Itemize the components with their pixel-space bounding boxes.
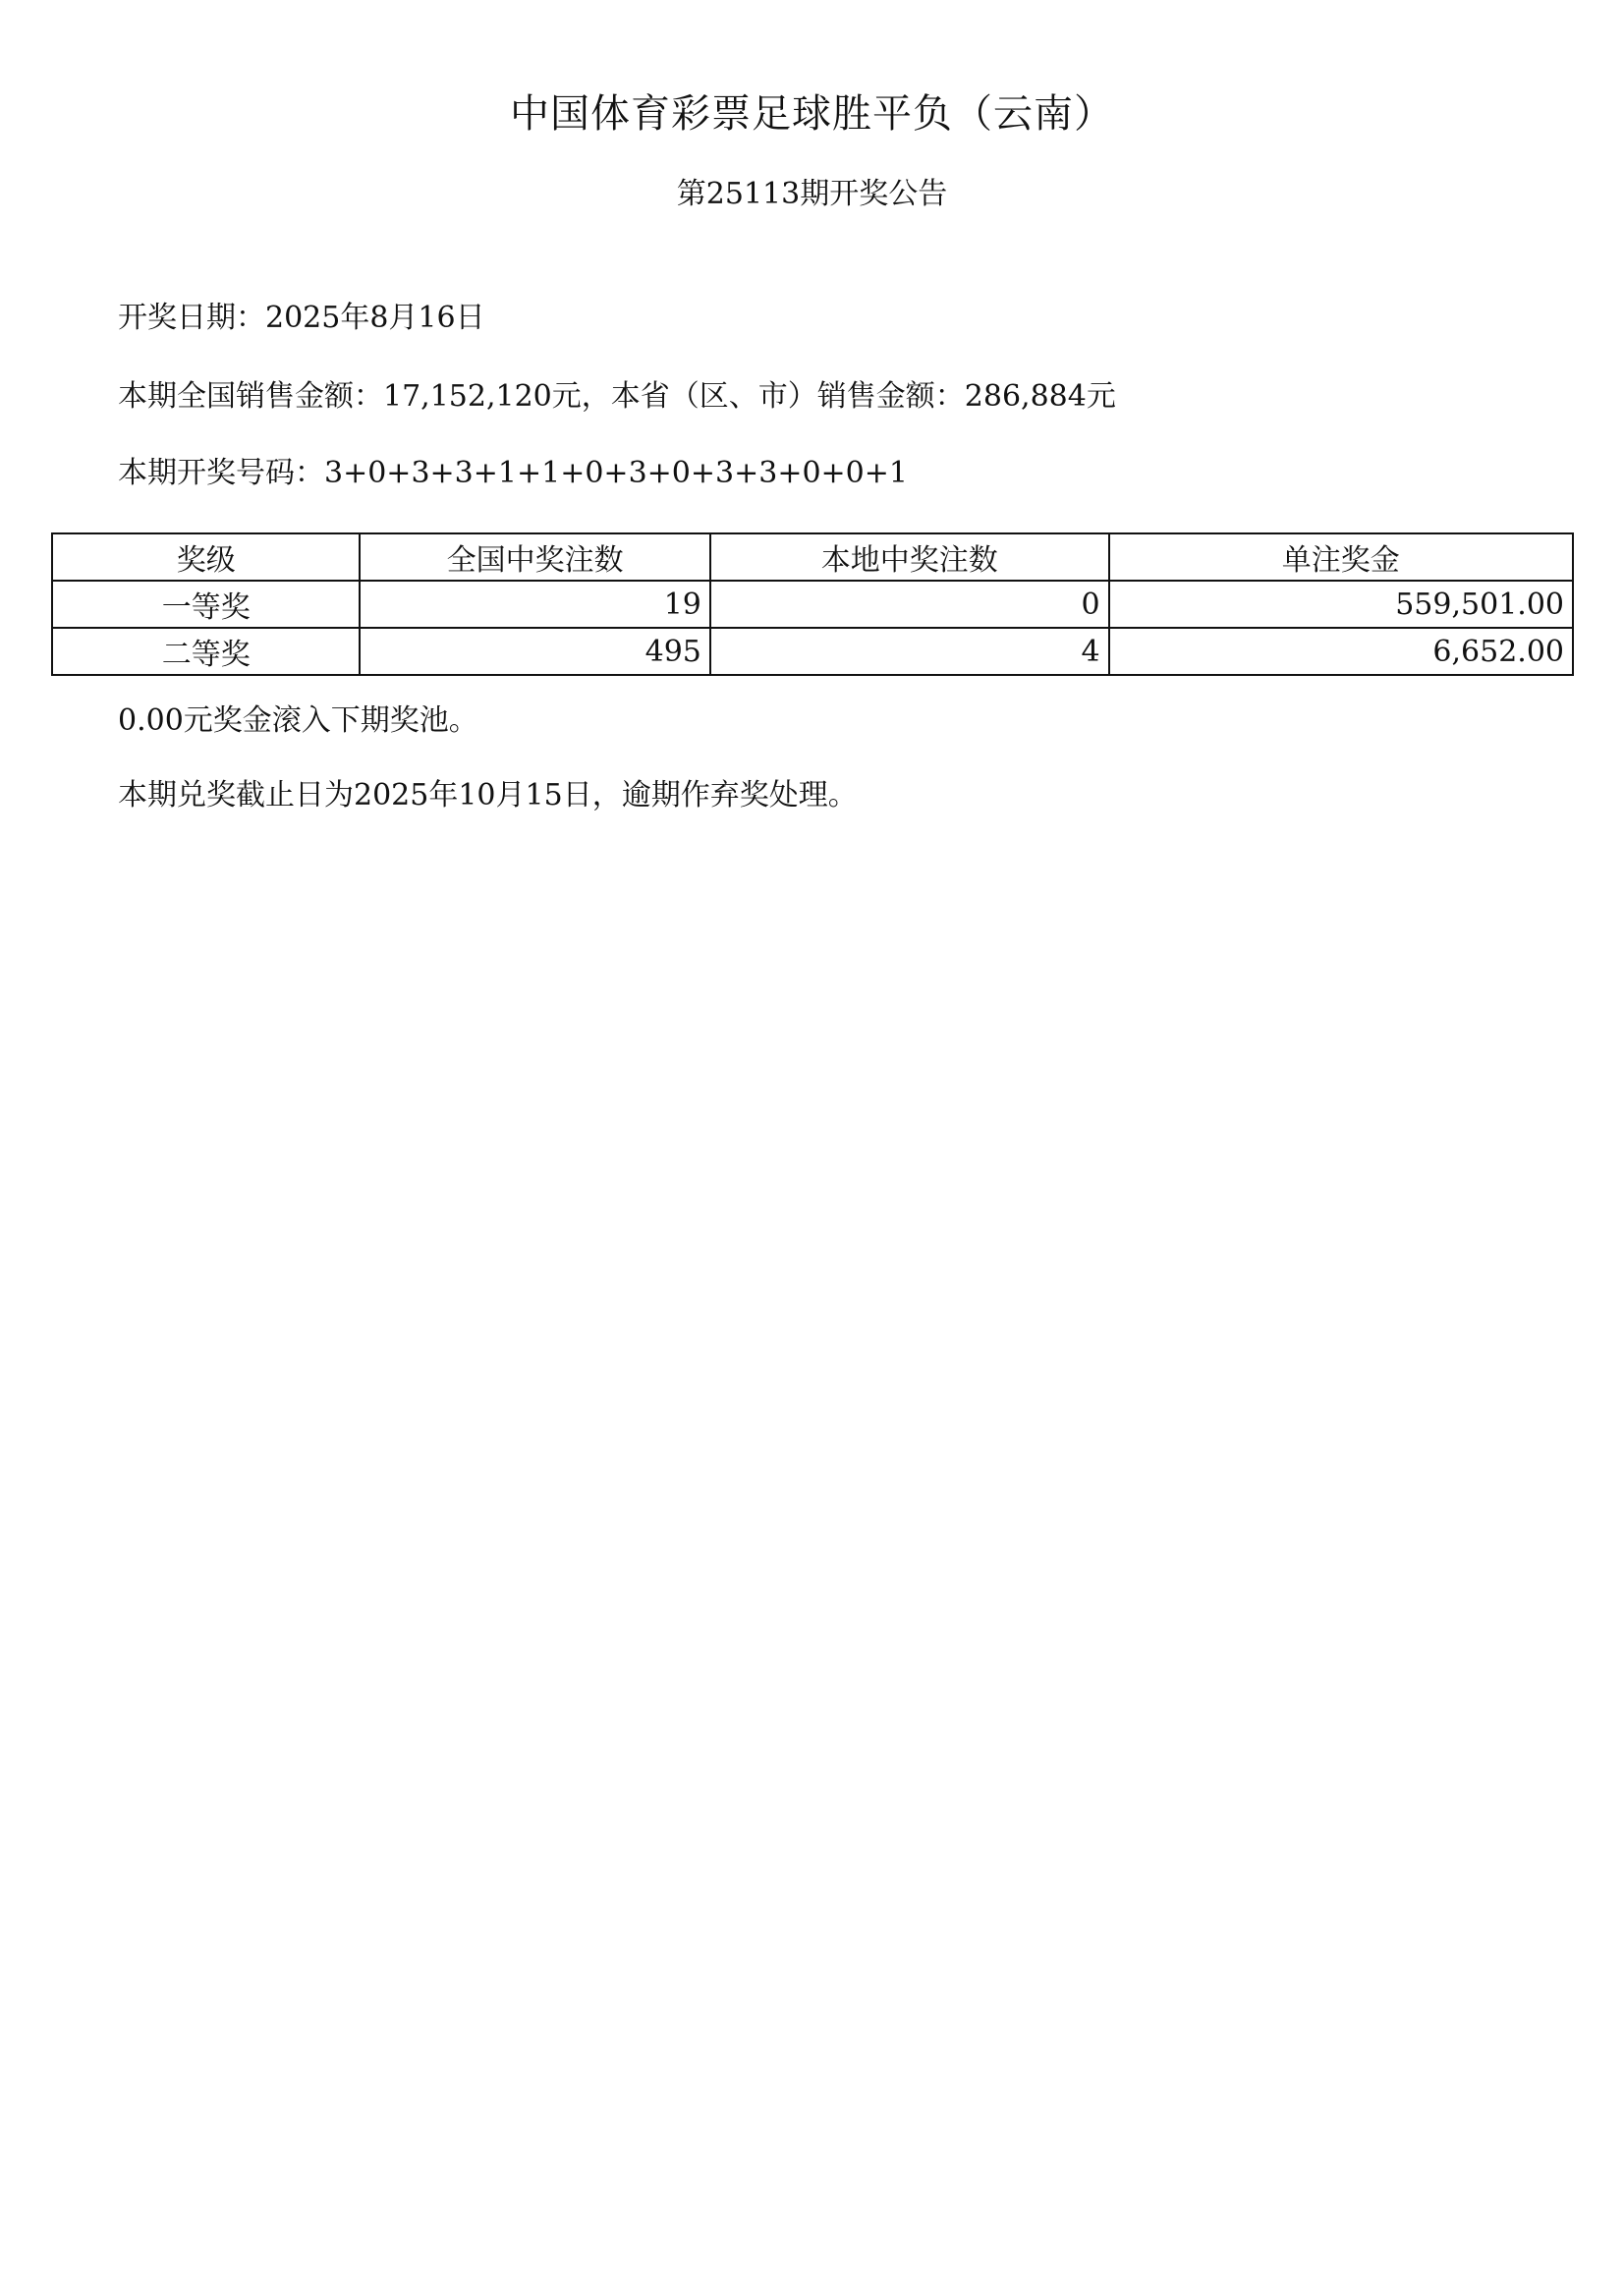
local-winners-cell: 4 [710, 628, 1109, 675]
draw-result-label: 本期开奖号码： [118, 456, 324, 490]
prize-amount-cell: 559,501.00 [1109, 581, 1573, 628]
national-winners-cell: 19 [360, 581, 709, 628]
header-national-winners: 全国中奖注数 [360, 533, 709, 581]
draw-date-label: 开奖日期： [118, 301, 265, 335]
draw-result-numbers: 3+0+3+3+1+1+0+3+0+3+3+0+0+1 [324, 456, 908, 490]
draw-date-value: 2025年8月16日 [265, 301, 485, 335]
national-winners-cell: 495 [360, 628, 709, 675]
table-row [52, 628, 1573, 675]
draw-date-line [118, 293, 485, 336]
issue-subtitle: 第25113期开奖公告 [676, 177, 948, 211]
claim-deadline-note: 本期兑奖截止日为2025年10月15日，逾期作弃奖处理。 [118, 778, 858, 812]
table-row [52, 581, 1573, 628]
header-local-winners: 本地中奖注数 [710, 533, 1109, 581]
table-header-row [52, 533, 1573, 581]
prize-table [51, 532, 1574, 676]
prize-level-cell: 一等奖 [52, 581, 360, 628]
header-prize-level: 奖级 [52, 533, 360, 581]
local-winners-cell: 0 [710, 581, 1109, 628]
prize-level-cell: 二等奖 [52, 628, 360, 675]
draw-result-line [118, 448, 908, 491]
page-title: 中国体育彩票足球胜平负（云南） [510, 91, 1114, 137]
sales-amount-line: 本期全国销售金额：17,152,120元，本省（区、市）销售金额：286,884元 [118, 379, 1116, 414]
rollover-note: 0.00元奖金滚入下期奖池。 [118, 703, 478, 738]
prize-amount-cell: 6,652.00 [1109, 628, 1573, 675]
header-prize-amount: 单注奖金 [1109, 533, 1573, 581]
